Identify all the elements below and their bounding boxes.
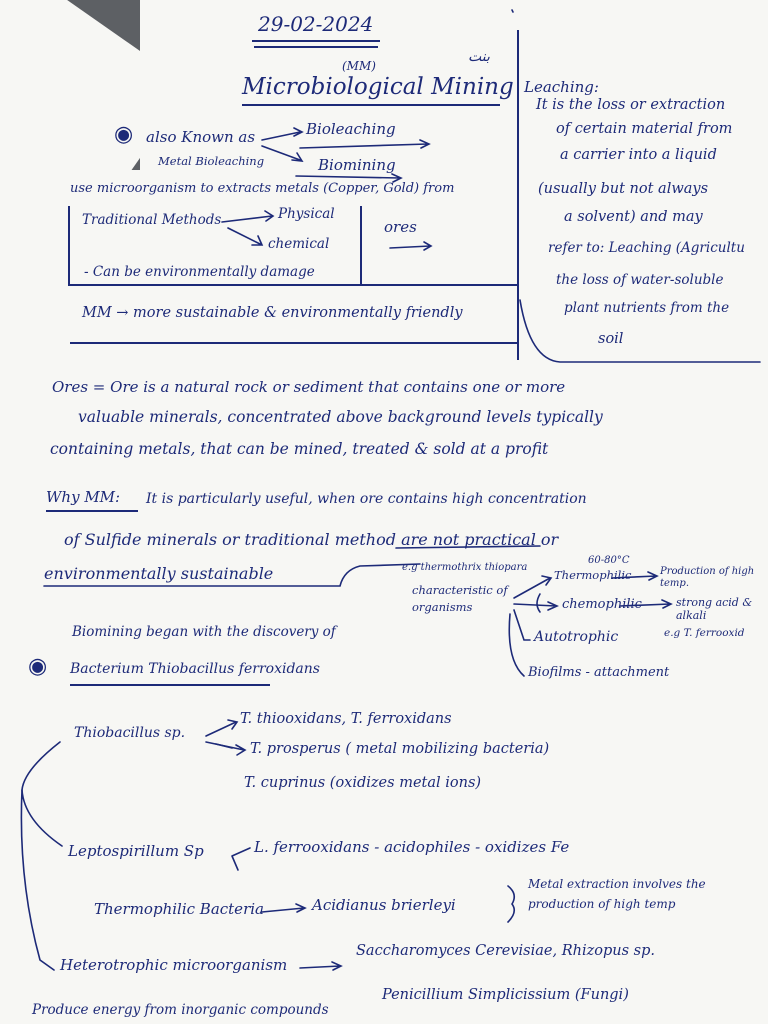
chemophilic-term: chemophilic bbox=[562, 597, 642, 612]
ores-definition-line: containing metals, that can be mined, treated & sold at a profit bbox=[50, 440, 549, 458]
leaching-line: (usually but not always bbox=[538, 181, 709, 197]
leaching-line: of certain material from bbox=[556, 121, 733, 137]
characteristic-example: e.g thermothrix thiopara bbox=[402, 562, 528, 573]
leaching-heading: Leaching: bbox=[524, 78, 599, 96]
thiobacillus-item: T. prosperus ( metal mobilizing bacteria) bbox=[250, 741, 550, 757]
thiobacillus-item: T. cuprinus (oxidizes metal ions) bbox=[244, 775, 482, 791]
title-abbrev: (MM) bbox=[342, 59, 376, 73]
why-mm-label: Why MM: bbox=[46, 488, 121, 506]
t-ferrooxidans-example: e.g T. ferrooxid bbox=[664, 627, 745, 639]
biomining-term: Biomining bbox=[318, 156, 396, 174]
bioleaching-term: Bioleaching bbox=[306, 120, 396, 138]
why-mm-line: It is particularly useful, when ore contains high concentration bbox=[146, 491, 587, 507]
also-known-label: also Known as bbox=[146, 128, 256, 146]
biofilms-term: Biofilms - attachment bbox=[528, 665, 670, 680]
autotrophic-term: Autotrophic bbox=[534, 629, 619, 645]
traditional-label: Traditional Methods bbox=[82, 212, 222, 228]
thiobacillus-item: T. thiooxidans, T. ferroxidans bbox=[240, 711, 452, 727]
metal-extraction-note: production of high temp bbox=[528, 897, 676, 911]
thermophilic-bacteria-label: Thermophilic Bacteria bbox=[94, 900, 264, 918]
date: 29-02-2024 bbox=[258, 12, 374, 36]
why-mm-line: of Sulfide minerals or traditional method are not practical or bbox=[64, 530, 559, 549]
page-title: Microbiological Mining bbox=[242, 74, 514, 100]
ores-definition-line: valuable minerals, concentrated above background levels typically bbox=[78, 408, 603, 426]
use-microorganism-line: use microorganism to extracts metals (Copper, Gold) from bbox=[70, 181, 455, 196]
mm-sustainable-line: MM → more sustainable & environmentally friendly bbox=[82, 305, 463, 321]
ores-word: ores bbox=[384, 218, 417, 236]
heterotrophic-label: Heterotrophic microorganism bbox=[60, 956, 288, 974]
thermophilic-term: Thermophilic bbox=[554, 568, 632, 582]
thiobacillus-label: Thiobacillus sp. bbox=[74, 725, 186, 741]
ores-definition-line: Ores = Ore is a natural rock or sediment that contains one or more bbox=[52, 378, 566, 396]
physical-term: Physical bbox=[278, 206, 335, 222]
leaching-line: a solvent) and may bbox=[564, 209, 703, 225]
biomining-began-line: Bacterium Thiobacillus ferroxidans bbox=[70, 661, 320, 677]
biomining-began-line: Biomining began with the discovery of bbox=[72, 624, 336, 640]
heterotrophic-desc: Saccharomyces Cerevisiae, Rhizopus sp. bbox=[356, 943, 655, 959]
title-margin-note: بنت bbox=[468, 49, 490, 65]
leaching-line: the loss of water-soluble bbox=[556, 272, 724, 288]
leaching-line: soil bbox=[598, 331, 624, 347]
metal-extraction-note: Metal extraction involves the bbox=[528, 877, 706, 891]
heterotrophic-desc: Penicillium Simplicissium (Fungi) bbox=[382, 987, 629, 1003]
chemical-term: chemical bbox=[268, 236, 330, 252]
leaching-line: It is the loss or extraction bbox=[536, 97, 726, 113]
bottom-line: Produce energy from inorganic compounds bbox=[32, 1002, 329, 1018]
leptospirillum-desc: L. ferrooxidans - acidophiles - oxidizes Fe bbox=[254, 838, 570, 856]
leaching-line: plant nutrients from the bbox=[564, 300, 730, 316]
bullet-circle-icon: ◉ bbox=[114, 122, 134, 147]
leaching-line: refer to: Leaching (Agricultu bbox=[548, 240, 745, 256]
bullet-circle-icon: ◉ bbox=[28, 654, 48, 679]
leaching-line: a carrier into a liquid bbox=[560, 147, 717, 163]
leptospirillum-label: Leptospirillum Sp bbox=[68, 842, 204, 860]
why-mm-line: environmentally sustainable bbox=[44, 564, 274, 583]
environmental-damage-line: - Can be environmentally damage bbox=[84, 264, 315, 280]
production-high-temp: Production of high temp. bbox=[660, 566, 755, 589]
strong-acid-alkali: strong acid & alkali bbox=[676, 596, 753, 623]
acidianus-brierleyi: Acidianus brierleyi bbox=[312, 896, 456, 914]
characteristic-label: characteristic of organisms bbox=[412, 583, 508, 615]
thermophilic-temp: 60-80°C bbox=[588, 555, 630, 566]
metal-bioleaching-term: Metal Bioleaching bbox=[158, 154, 265, 168]
